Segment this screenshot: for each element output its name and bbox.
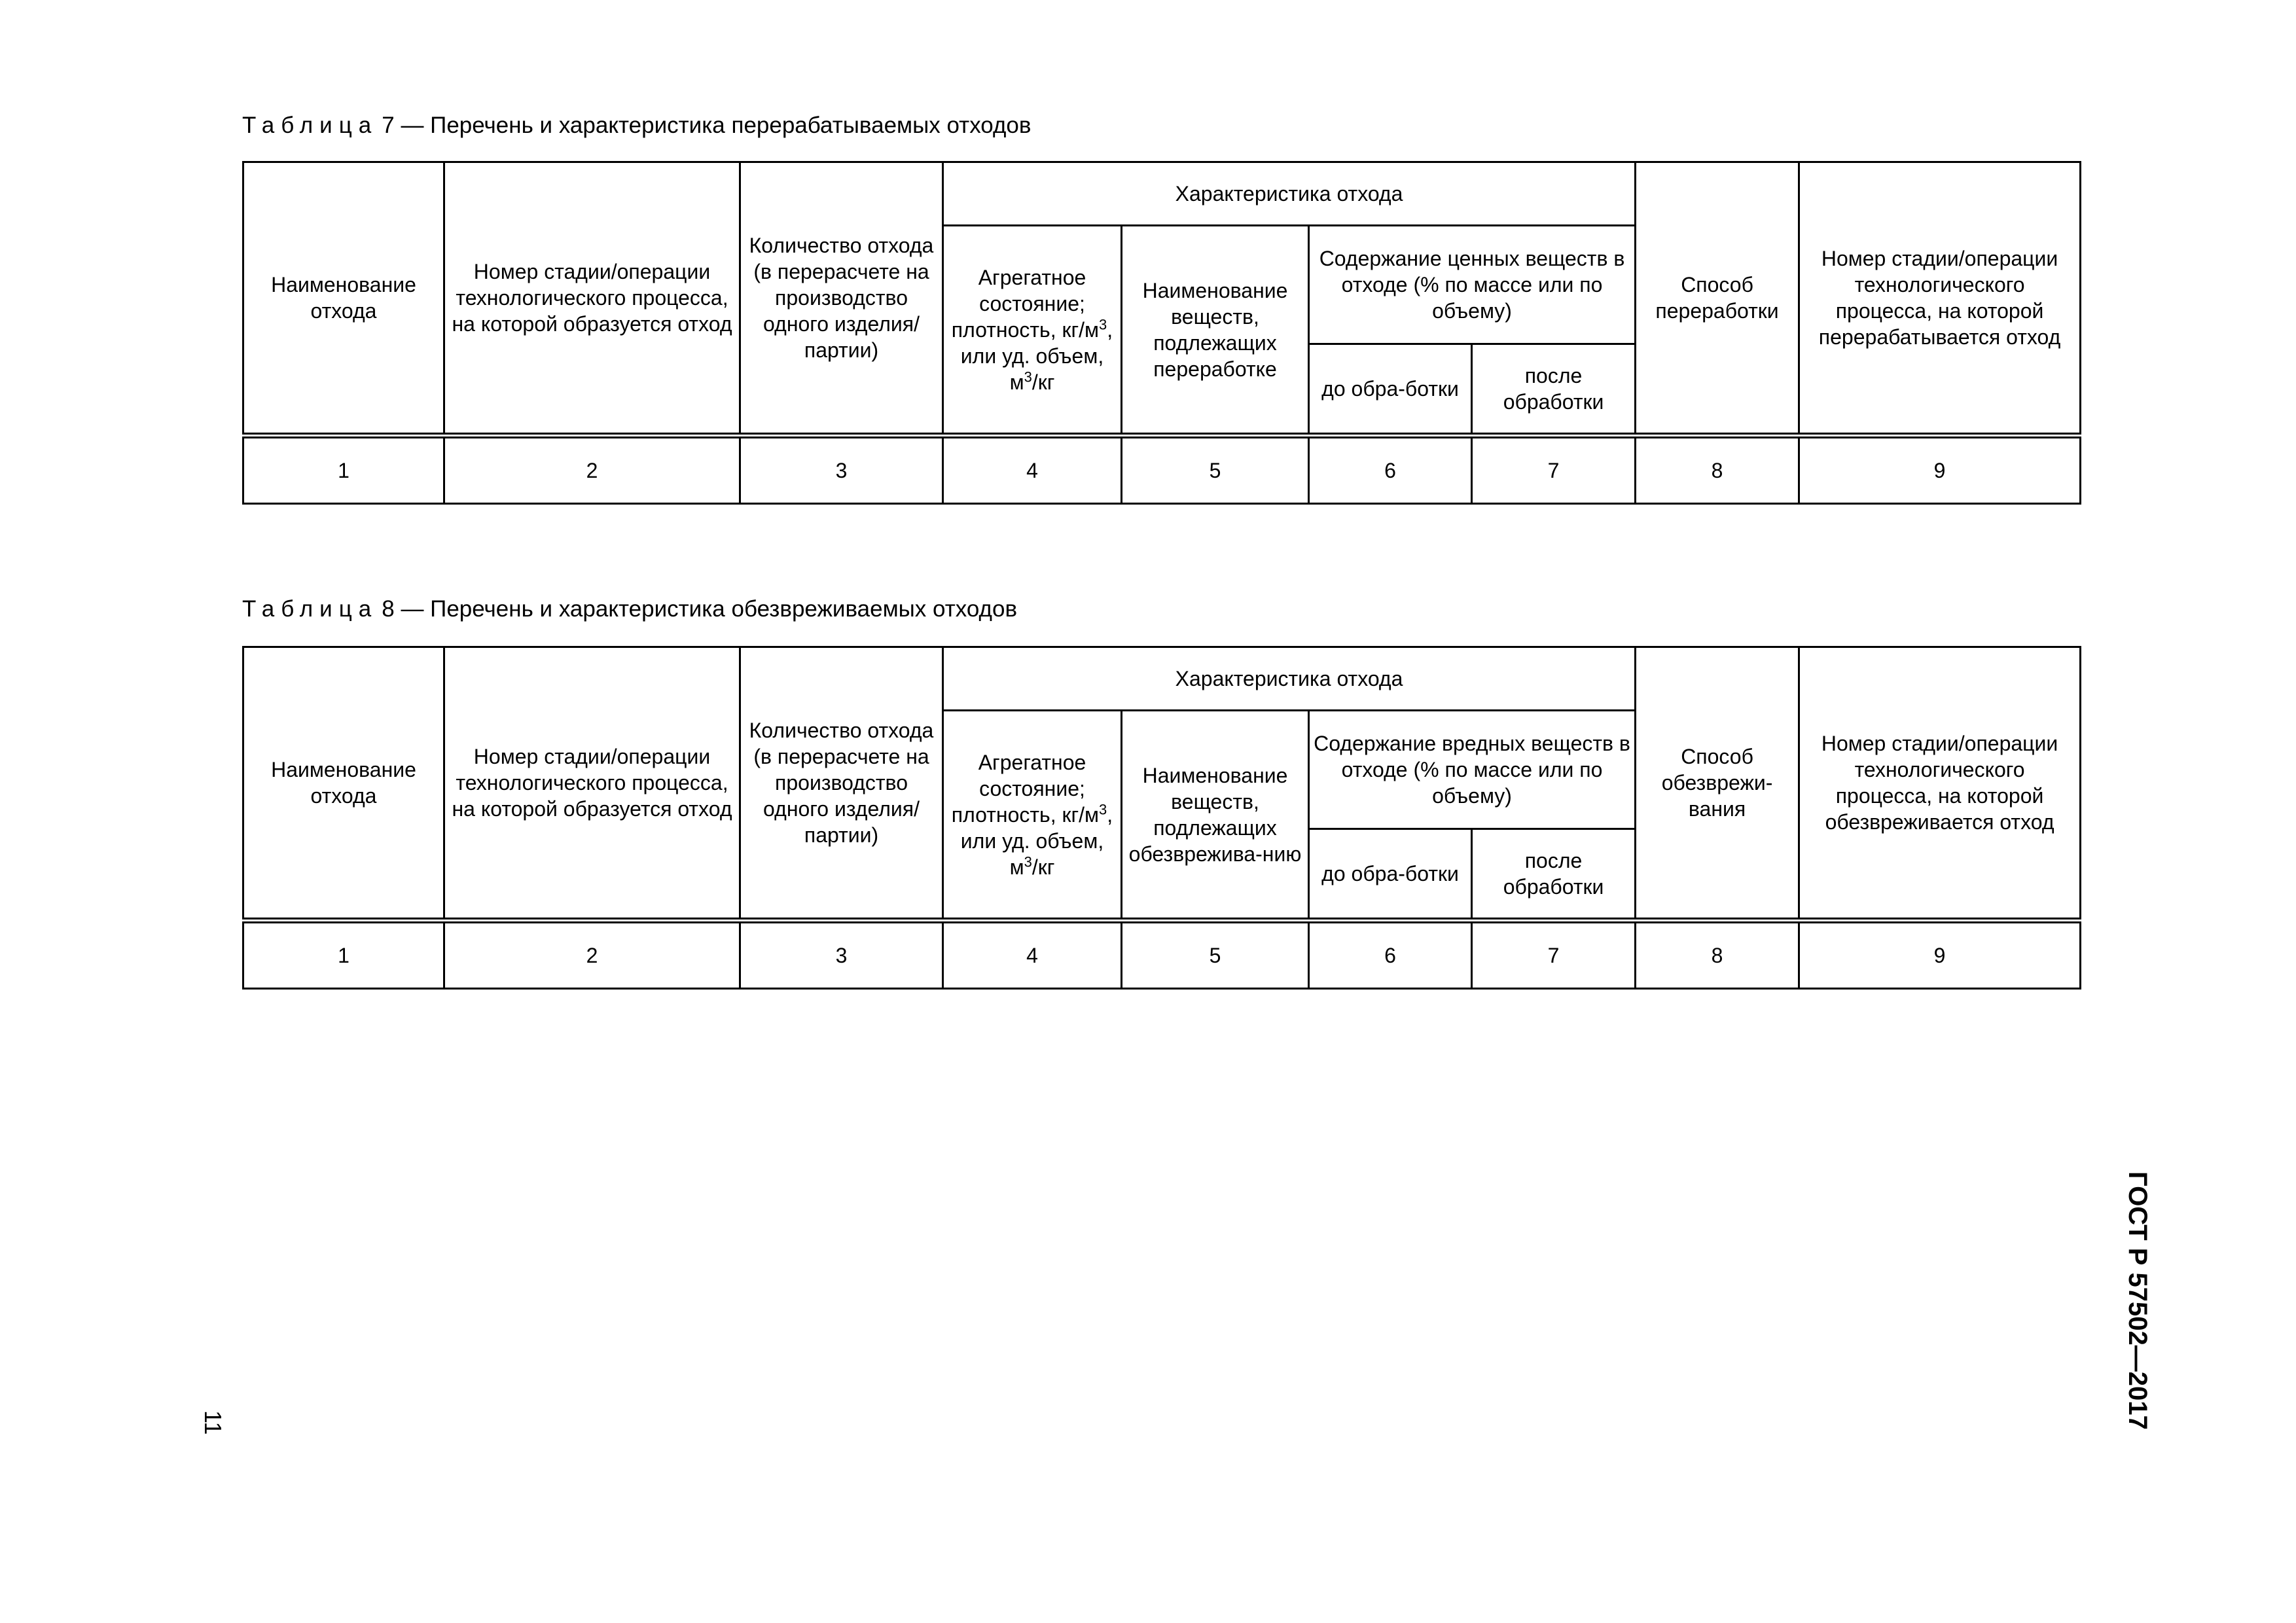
column-number: 3 xyxy=(740,921,943,989)
column-number: 8 xyxy=(1636,921,1799,989)
header-substances: Наименование веществ, подлежащих переработке xyxy=(1122,226,1309,436)
header-content: Содержание ценных веществ в отходе (% по массе или по объему) xyxy=(1309,226,1636,344)
header-stage: Номер стадии/операции технологического процесса, на которой образуется отход xyxy=(444,162,740,436)
aggregate-text-b: , или уд. объем, м xyxy=(960,317,1113,394)
header-method: Способ обезврежи-вания xyxy=(1636,647,1799,921)
column-number: 8 xyxy=(1636,436,1799,504)
aggregate-text-c: /кг xyxy=(1031,370,1055,394)
aggregate-text-a: Агрегатное состояние; плотность, кг/м xyxy=(951,750,1100,827)
aggregate-text-c: /кг xyxy=(1031,855,1055,879)
header-waste-name: Наименование отхода xyxy=(243,162,444,436)
column-number: 1 xyxy=(243,436,444,504)
column-number: 2 xyxy=(444,436,740,504)
header-after: после обработки xyxy=(1472,829,1636,921)
column-numbers-row xyxy=(243,436,2081,504)
header-after: после обработки xyxy=(1472,344,1636,436)
header-aggregate xyxy=(943,226,1122,436)
aggregate-text-b: , или уд. объем, м xyxy=(960,802,1113,879)
document-code: ГОСТ Р 57502—2017 xyxy=(2123,1171,2152,1430)
header-characteristic: Характеристика отхода xyxy=(943,647,1636,711)
table-7-caption xyxy=(242,113,1031,139)
header-waste-name: Наименование отхода xyxy=(243,647,444,921)
aggregate-text-a: Агрегатное состояние; плотность, кг/м xyxy=(951,265,1100,342)
header-quantity: Количество отхода (в перерасчете на производство одного изделия/партии) xyxy=(740,647,943,921)
superscript: 3 xyxy=(1024,853,1032,870)
caption-text: — Перечень и характеристика обезвреживаемых отходов xyxy=(401,596,1018,622)
table-8 xyxy=(242,646,2081,990)
header-content: Содержание вредных веществ в отходе (% по массе или по объему) xyxy=(1309,711,1636,829)
caption-number: 8 xyxy=(382,596,395,622)
column-number: 3 xyxy=(740,436,943,504)
table-8-caption xyxy=(242,596,1017,622)
column-number: 5 xyxy=(1122,921,1309,989)
caption-number: 7 xyxy=(382,113,395,138)
column-number: 9 xyxy=(1799,921,2081,989)
page-number: 11 xyxy=(200,1410,226,1435)
document-code-block xyxy=(2111,1171,2164,1446)
column-number: 9 xyxy=(1799,436,2081,504)
header-before: до обра-ботки xyxy=(1309,344,1472,436)
column-number: 7 xyxy=(1472,921,1636,989)
superscript: 3 xyxy=(1024,368,1032,385)
header-target-stage: Номер стадии/операции технологического процесса, на которой перерабатывается отход xyxy=(1799,162,2081,436)
column-number: 4 xyxy=(943,921,1122,989)
column-number: 1 xyxy=(243,921,444,989)
header-target-stage: Номер стадии/операции технологического процесса, на которой обезвреживается отход xyxy=(1799,647,2081,921)
superscript: 3 xyxy=(1099,315,1107,332)
superscript: 3 xyxy=(1099,800,1107,817)
table-7 xyxy=(242,161,2081,505)
header-method: Способ переработки xyxy=(1636,162,1799,436)
header-quantity: Количество отхода (в перерасчете на производство одного изделия/партии) xyxy=(740,162,943,436)
column-number: 2 xyxy=(444,921,740,989)
column-number: 4 xyxy=(943,436,1122,504)
column-number: 6 xyxy=(1309,436,1472,504)
column-numbers-row xyxy=(243,921,2081,989)
header-before: до обра-ботки xyxy=(1309,829,1472,921)
column-number: 6 xyxy=(1309,921,1472,989)
header-characteristic: Характеристика отхода xyxy=(943,162,1636,226)
column-number: 7 xyxy=(1472,436,1636,504)
caption-text: — Перечень и характеристика перерабатываемых отходов xyxy=(401,113,1031,138)
header-substances: Наименование веществ, подлежащих обезврежива-нию xyxy=(1122,711,1309,921)
page-number-block xyxy=(196,1410,229,1450)
header-aggregate xyxy=(943,711,1122,921)
caption-label: Таблица xyxy=(242,596,378,622)
caption-label: Таблица xyxy=(242,113,378,138)
column-number: 5 xyxy=(1122,436,1309,504)
header-stage: Номер стадии/операции технологического процесса, на которой образуется отход xyxy=(444,647,740,921)
